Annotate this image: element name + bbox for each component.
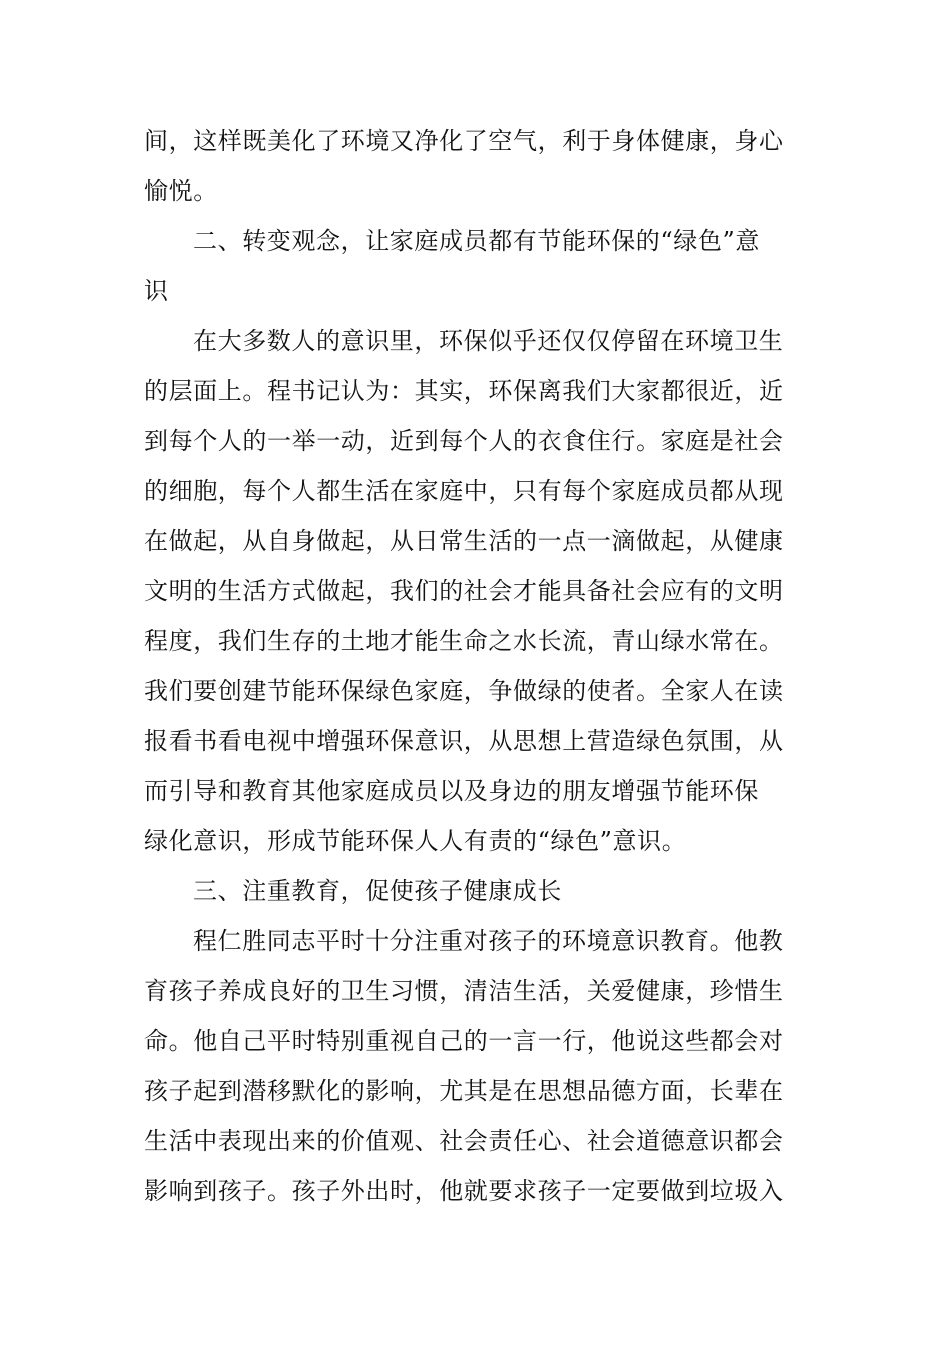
text-line: 影响到孩子。孩子外出时，他就要求孩子一定要做到垃圾入 [144,1177,784,1205]
text-line: 到每个人的一举一动，近到每个人的衣食住行。家庭是社会 [144,427,784,455]
text-line: 在做起，从自身做起，从日常生活的一点一滴做起，从健康 [144,527,784,555]
section-heading-3: 三、注重教育，促使孩子健康成长 [193,877,562,905]
text-line: 报看书看电视中增强环保意识，从思想上营造绿色氛围，从 [144,727,784,755]
paragraph-start: 程仁胜同志平时十分注重对孩子的环境意识教育。他教 [193,927,784,955]
section-heading-2-cont: 识 [144,277,169,305]
text-line: 孩子起到潜移默化的影响，尤其是在思想品德方面，长辈在 [144,1077,784,1105]
text-line: 间，这样既美化了环境又净化了空气，利于身体健康，身心 [144,127,784,155]
document-page [144,116,784,1216]
text-line: 我们要创建节能环保绿色家庭，争做绿的使者。全家人在读 [144,677,784,705]
text-line: 绿化意识，形成节能环保人人有责的“绿色”意识。 [144,827,687,855]
text-line: 的层面上。程书记认为：其实，环保离我们大家都很近，近 [144,377,784,405]
text-line: 愉悦。 [144,177,218,205]
text-line: 的细胞，每个人都生活在家庭中，只有每个家庭成员都从现 [144,477,784,505]
text-line: 育孩子养成良好的卫生习惯，清洁生活，关爱健康，珍惜生 [144,977,784,1005]
paragraph-start: 在大多数人的意识里，环保似乎还仅仅停留在环境卫生 [193,327,784,355]
text-line: 文明的生活方式做起，我们的社会才能具备社会应有的文明 [144,577,784,605]
text-line: 程度，我们生存的土地才能生命之水长流，青山绿水常在。 [144,627,784,655]
text-line: 命。他自己平时特别重视自己的一言一行，他说这些都会对 [144,1027,784,1055]
text-line: 而引导和教育其他家庭成员以及身边的朋友增强节能环保 [144,777,759,805]
text-line: 生活中表现出来的价值观、社会责任心、社会道德意识都会 [144,1127,784,1155]
section-heading-2: 二、转变观念，让家庭成员都有节能环保的“绿色”意 [193,227,760,255]
